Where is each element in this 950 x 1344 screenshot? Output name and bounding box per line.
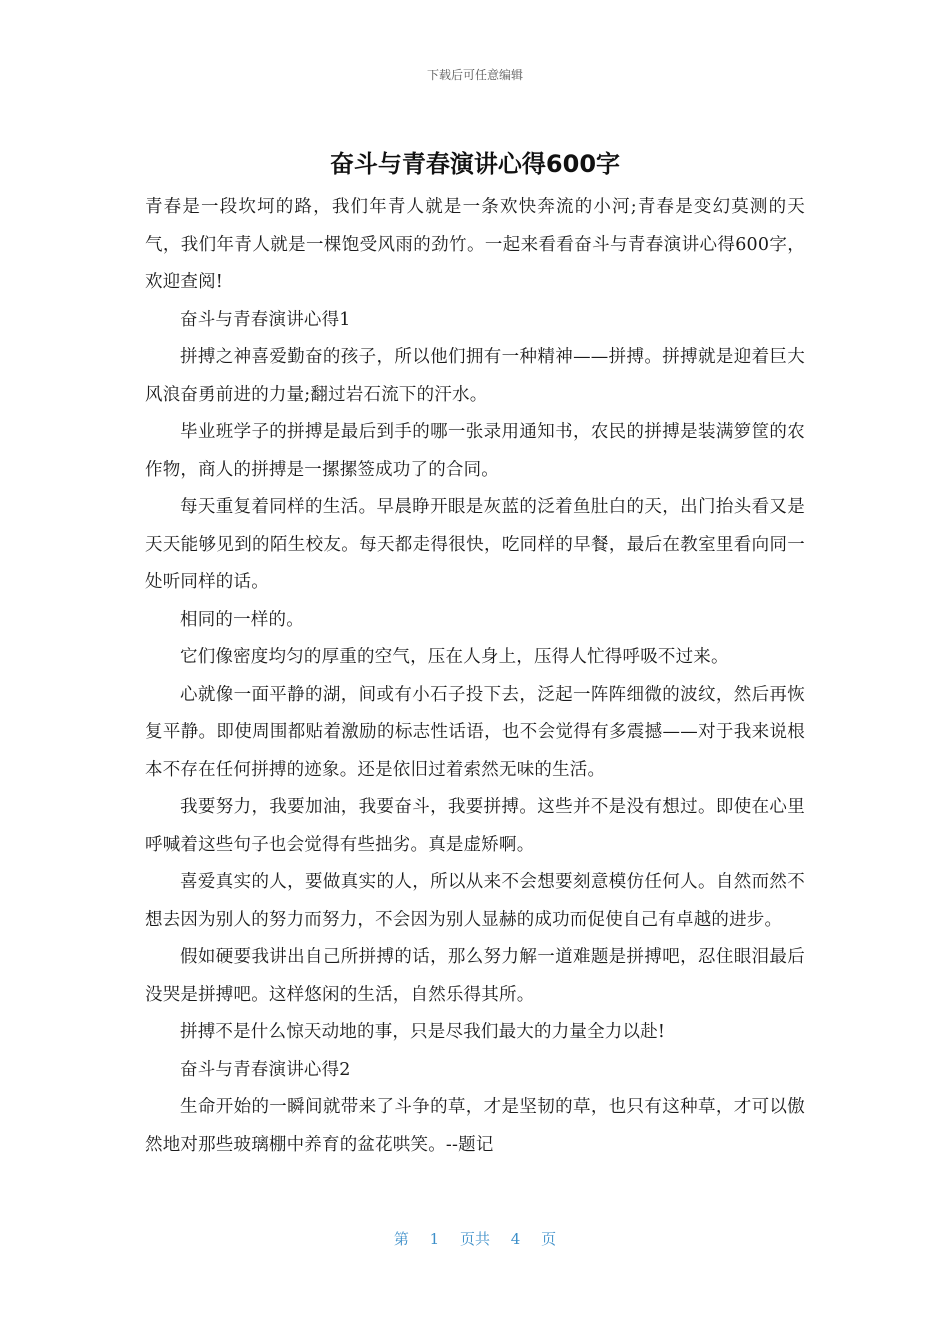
section-heading-2: 奋斗与青春演讲心得2: [180, 1059, 351, 1080]
body-paragraph: 心就像一面平静的湖，间或有小石子投下去，泛起一阵阵细微的波纹，然后再恢复平静。即使周围都贴着激励的标志性话语，也不会觉得有多震撼——对于我来说根本不存在任何拼搏的迹象。还是依旧过着索然无味的生活。: [145, 684, 805, 780]
footer-current-page: 1: [429, 1230, 440, 1248]
footer-middle: 页共: [459, 1230, 490, 1248]
header-note: 下载后可任意编辑: [426, 68, 523, 82]
body-paragraph: 生命开始的一瞬间就带来了斗争的草，才是坚韧的草，也只有这种草，才可以傲然地对那些玻璃棚中养育的盆花哄笑。--题记: [145, 1097, 805, 1155]
body-paragraph: 拼搏之神喜爱勤奋的孩子，所以他们拥有一种精神——拼搏。拼搏就是迎着巨大风浪奋勇前进的力量;翻过岩石流下的汗水。: [145, 347, 805, 405]
body-paragraph: 假如硬要我讲出自己所拼搏的话，那么努力解一道难题是拼搏吧，忍住眼泪最后没哭是拼搏吧。这样悠闲的生活，自然乐得其所。: [145, 947, 805, 1005]
body-paragraph: 喜爱真实的人，要做真实的人，所以从来不会想要刻意模仿任何人。自然而然不想去因为别人的努力而努力，不会因为别人显赫的成功而促使自己有卓越的进步。: [145, 872, 805, 930]
body-paragraph: 每天重复着同样的生活。早晨睁开眼是灰蓝的泛着鱼肚白的天，出门抬头看又是天天能够见到的陌生校友。每天都走得很快，吃同样的早餐，最后在教室里看向同一处听同样的话。: [145, 497, 805, 592]
intro-paragraph: 青春是一段坎坷的路，我们年青人就是一条欢快奔流的小河;青春是变幻莫测的天气，我们年青人就是一棵饱受风雨的劲竹。一起来看看奋斗与青春演讲心得600字，欢迎查阅!: [145, 197, 805, 292]
body-paragraph: 相同的一样的。: [180, 609, 304, 630]
document-title: 奋斗与青春演讲心得600字: [329, 150, 621, 178]
footer-suffix: 页: [541, 1230, 557, 1248]
section-heading-1: 奋斗与青春演讲心得1: [180, 309, 351, 330]
footer-total-pages: 4: [510, 1230, 521, 1248]
body-paragraph: 它们像密度均匀的厚重的空气，压在人身上，压得人忙得呼吸不过来。: [180, 647, 729, 667]
document-body: [145, 189, 805, 1164]
body-paragraph: 拼搏不是什么惊天动地的事，只是尽我们最大的力量全力以赴!: [180, 1022, 666, 1042]
body-paragraph: 我要努力，我要加油，我要奋斗，我要拼搏。这些并不是没有想过。即使在心里呼喊着这些句子也会觉得有些拙劣。真是虚矫啊。: [145, 797, 805, 855]
page-number-footer: [0, 1228, 950, 1249]
body-paragraph: 毕业班学子的拼搏是最后到手的哪一张录用通知书，农民的拼搏是装满箩筐的农作物，商人的拼搏是一摞摞签成功了的合同。: [145, 422, 805, 480]
footer-prefix: 第: [393, 1230, 409, 1248]
